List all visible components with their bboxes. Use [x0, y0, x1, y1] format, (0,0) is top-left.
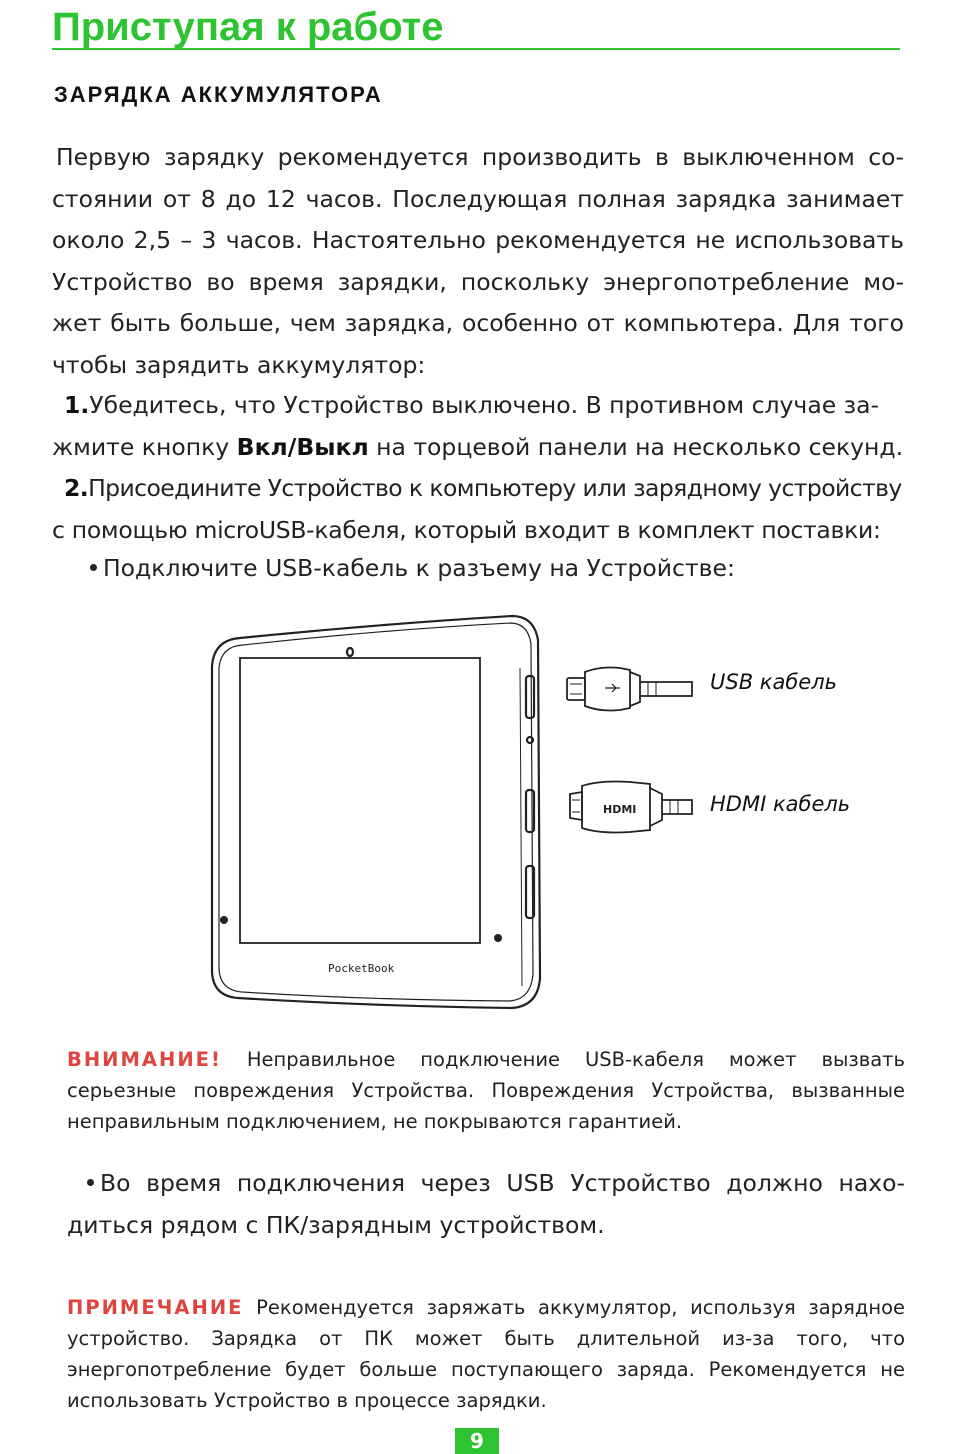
note-notice [67, 1292, 905, 1416]
note-label: ПРИМЕЧАНИЕ [67, 1296, 244, 1319]
power-button-name: Вкл/Выкл [236, 432, 369, 461]
intro-line: стоянии от 8 до 12 часов. Последующая полная зарядка занимает [52, 184, 904, 213]
intro-paragraph [52, 137, 904, 386]
hdmi-plug-text: HDMI [603, 803, 637, 816]
hdmi-cable-label: HDMI кабель [710, 792, 851, 816]
bullet-dot [87, 1179, 94, 1186]
step-text: Присоедините Устройство к компьютеру или зарядному устройству [88, 474, 902, 502]
bullet-dot [90, 564, 97, 571]
camera-dot-icon [220, 916, 228, 924]
step-number: 1. [64, 391, 90, 419]
warning-label: ВНИМАНИЕ! [67, 1048, 222, 1071]
camera-dot-icon [494, 934, 502, 942]
step-2 [52, 468, 904, 551]
page-number: 9 [455, 1428, 499, 1454]
intro-line: чтобы зарядить аккумулятор: [52, 350, 426, 379]
page-header [52, 6, 900, 50]
note-text: Рекомендуется заряжать аккумулятор, используя зарядное устройство. Зарядка от ПК может быть длительной из-за того, что энергопотребление будет больше поступающего заряда. Рекомендуется не использовать Устройство в процессе зарядки. [67, 1296, 906, 1412]
bullet-text: Подключите USB-кабель к разъему на Устройстве: [103, 554, 735, 582]
page-title: Приступая к работе [52, 5, 444, 49]
warning-notice [67, 1044, 905, 1137]
usb-cable-label: USB кабель [710, 670, 838, 694]
step-text: Убедитесь, что Устройство выключено. В противном случае за- [89, 391, 880, 419]
step-number: 2. [64, 474, 89, 502]
step-text: на торцевой панели на несколько секунд. [368, 432, 904, 461]
intro-line: Устройство во время зарядки, поскольку энергопотребление мо- [52, 267, 904, 296]
bullet-text: Во время подключения через USB Устройство должно нахо- [100, 1169, 905, 1197]
bullet-connect [52, 548, 904, 590]
warning-text: Неправильное подключение USB-кабеля может вызвать серьезные повреждения Устройства. Повреждения Устройства, вызванные неправильным подключением, не покрываются гарантией. [67, 1048, 905, 1133]
step-text: жмите кнопку [52, 432, 237, 461]
section-heading: ЗАРЯДКА АККУМУЛЯТОРА [54, 82, 383, 107]
step-1 [52, 385, 904, 468]
intro-line: около 2,5 – 3 часов. Настоятельно рекомендуется не использовать [52, 226, 904, 254]
intro-line: Первую зарядку рекомендуется производить в выключенном со- [56, 143, 904, 171]
tablet-icon [212, 616, 540, 1008]
step-text: с помощью microUSB-кабеля, который входит в комплект поставки: [52, 515, 881, 544]
bullet-text: диться рядом с ПК/зарядным устройством. [67, 1211, 605, 1239]
usb-cable-icon [567, 668, 692, 711]
device-brand: PocketBook [328, 962, 395, 975]
charging-illustration [200, 608, 860, 1018]
bullet-proximity [67, 1162, 905, 1246]
intro-line: жет быть больше, чем зарядка, особенно от компьютера. Для того [52, 309, 904, 337]
